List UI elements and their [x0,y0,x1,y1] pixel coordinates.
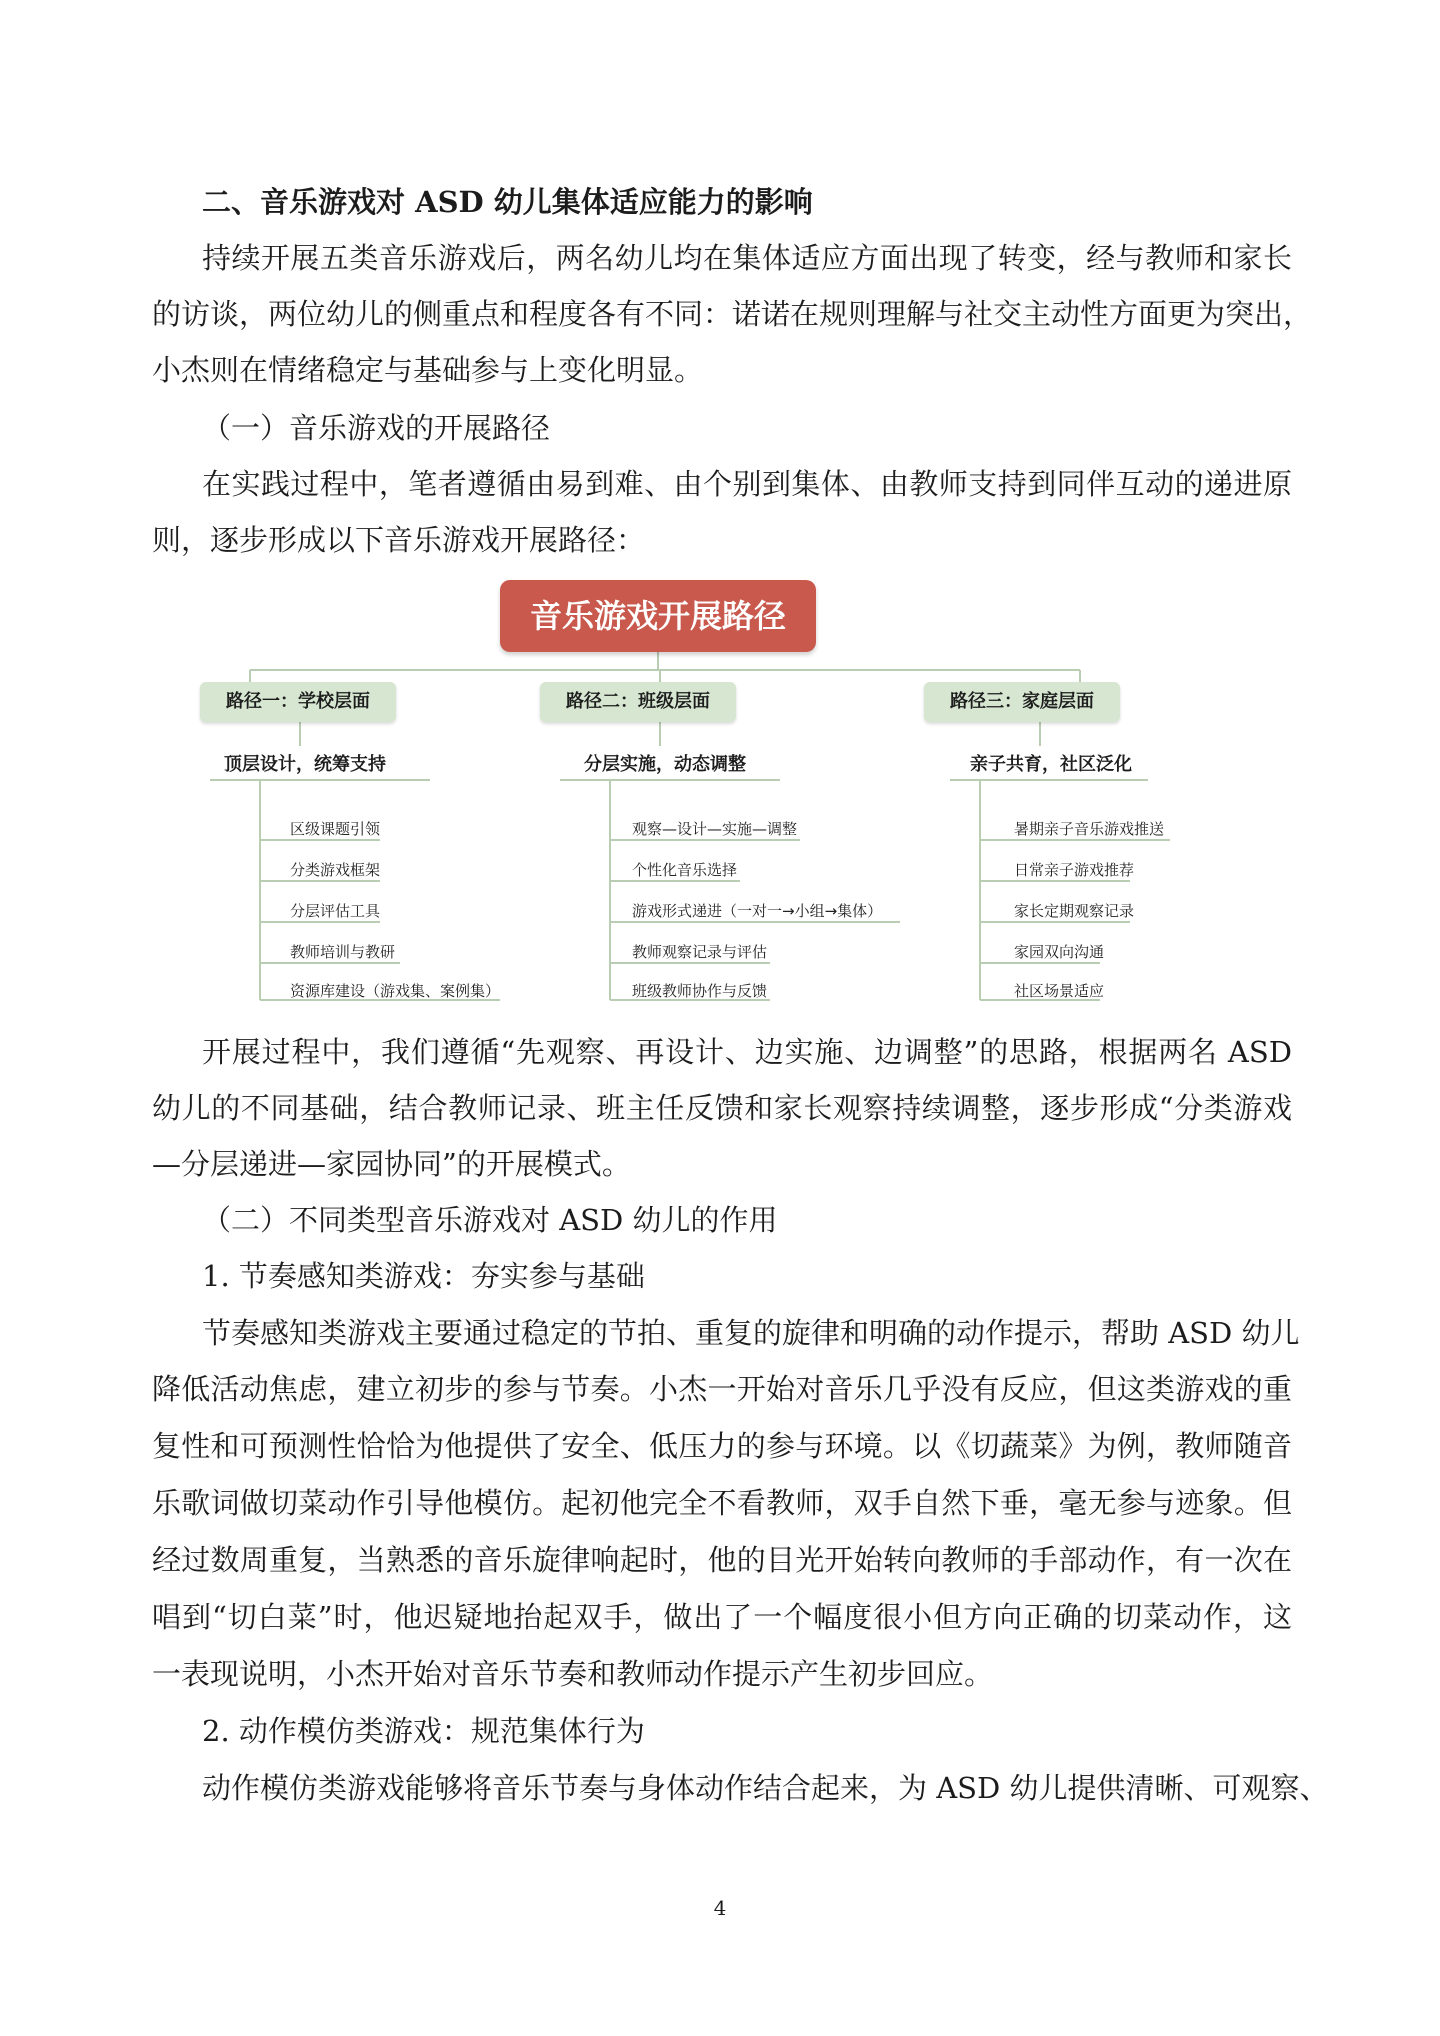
path-3-item: 家园双向沟通 [1014,943,1105,961]
paragraph-line: —分层递进—家园协同”的开展模式。 [152,1147,631,1181]
path-3-item: 家长定期观察记录 [1014,902,1135,920]
paragraph-line: 的访谈，两位幼儿的侧重点和程度各有不同：诺诺在规则理解与社交主动性方面更为突出， [152,297,1313,331]
path-2-item: 观察—设计—实施—调整 [632,820,798,838]
section-heading: 二、音乐游戏对 ASD 幼儿集体适应能力的影响 [202,185,813,219]
path-3-subtitle: 亲子共育，社区泛化 [970,754,1132,775]
path-2-item: 教师观察记录与评估 [632,943,768,961]
path-1-item: 分层评估工具 [290,902,381,920]
path-diagram [180,570,1260,1020]
paragraph-line: 唱到“切白菜”时，他迟疑地抬起双手，做出了一个幅度很小但方向正确的切菜动作，这 [152,1600,1292,1634]
path-2-subtitle: 分层实施，动态调整 [584,754,746,775]
path-3-item: 暑期亲子音乐游戏推送 [1014,820,1165,838]
path-3-item: 社区场景适应 [1014,982,1105,1000]
paragraph-line: 降低活动焦虑，建立初步的参与节奏。小杰一开始对音乐几乎没有反应，但这类游戏的重 [152,1372,1292,1406]
paragraph-line: 则，逐步形成以下音乐游戏开展路径： [152,523,646,557]
paragraph-line: 动作模仿类游戏能够将音乐节奏与身体动作结合起来，为 ASD 幼儿提供清晰、可观察、 [202,1771,1329,1805]
diagram-title: 音乐游戏开展路径 [500,580,816,652]
section-1-title: （一）音乐游戏的开展路径 [202,411,551,445]
paragraph-line: 节奏感知类游戏主要通过稳定的节拍、重复的旋律和明确的动作提示，帮助 ASD 幼儿 [202,1316,1300,1350]
path-3-label: 路径三：家庭层面 [924,682,1120,722]
paragraph-line: 小杰则在情绪稳定与基础参与上变化明显。 [152,353,704,387]
section-2-title: （二）不同类型音乐游戏对 ASD 幼儿的作用 [202,1203,778,1237]
path-1-item: 教师培训与教研 [290,943,396,961]
paragraph-line: 幼儿的不同基础，结合教师记录、班主任反馈和家长观察持续调整，逐步形成“分类游戏 [152,1091,1292,1125]
path-2-item: 班级教师协作与反馈 [632,982,768,1000]
path-1-label: 路径一：学校层面 [200,682,396,722]
paragraph-line: 在实践过程中，笔者遵循由易到难、由个别到集体、由教师支持到同伴互动的递进原 [202,467,1292,501]
paragraph-line: 经过数周重复，当熟悉的音乐旋律响起时，他的目光开始转向教师的手部动作，有一次在 [152,1543,1292,1577]
path-1-item: 资源库建设（游戏集、案例集） [290,982,501,1000]
path-1-item: 分类游戏框架 [290,861,381,879]
path-2-item: 游戏形式递进（一对一→小组→集体） [632,902,883,920]
paragraph-line: 一表现说明，小杰开始对音乐节奏和教师动作提示产生初步回应。 [152,1657,994,1691]
path-1-subtitle: 顶层设计，统筹支持 [224,754,386,775]
paragraph-line: 开展过程中，我们遵循“先观察、再设计、边实施、边调整”的思路，根据两名 ASD [202,1035,1292,1069]
subsection-1-title: 1. 节奏感知类游戏：夯实参与基础 [202,1259,645,1293]
paragraph-line: 乐歌词做切菜动作引导他模仿。起初他完全不看教师，双手自然下垂，毫无参与迹象。但 [152,1486,1292,1520]
paragraph-line: 持续开展五类音乐游戏后，两名幼儿均在集体适应方面出现了转变，经与教师和家长 [202,241,1292,275]
path-2-label: 路径二：班级层面 [540,682,736,722]
paragraph-line: 复性和可预测性恰恰为他提供了安全、低压力的参与环境。以《切蔬菜》为例，教师随音 [152,1429,1292,1463]
path-3-item: 日常亲子游戏推荐 [1014,861,1135,879]
page-number: 4 [713,1896,727,1920]
path-2-item: 个性化音乐选择 [632,861,738,879]
subsection-2-title: 2. 动作模仿类游戏：规范集体行为 [202,1714,645,1748]
path-1-item: 区级课题引领 [290,820,381,838]
